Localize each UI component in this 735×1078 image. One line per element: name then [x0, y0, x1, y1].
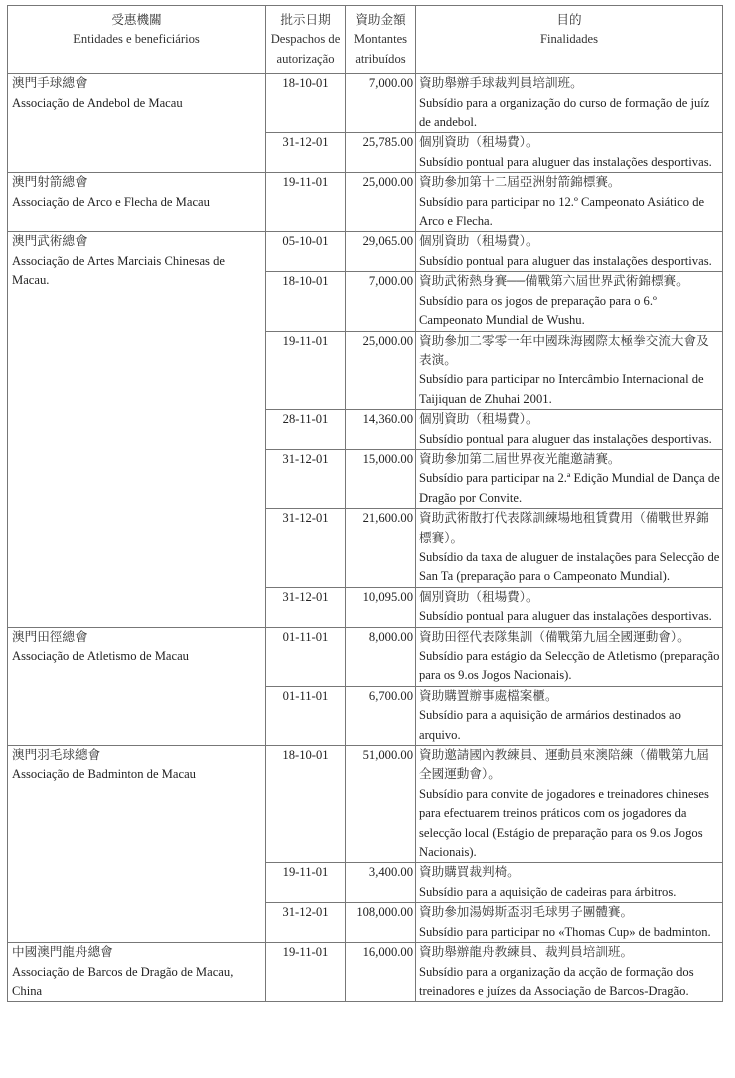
table-row	[8, 746, 723, 863]
authorization-date: 31-12-01	[266, 509, 346, 588]
table-row	[8, 173, 723, 232]
authorization-date: 31-12-01	[266, 449, 346, 508]
entity-cell	[8, 232, 266, 627]
purpose-zh: 個別資助（租場費）。	[419, 135, 539, 150]
amount: 16,000.00	[346, 943, 416, 1002]
purpose-cell	[416, 746, 723, 863]
entity-name-zh: 澳門武術總會	[12, 234, 88, 249]
purpose-pt: Subsídio para participar no «Thomas Cup» de badminton.	[419, 924, 711, 939]
amount: 7,000.00	[346, 272, 416, 331]
amount: 29,065.00	[346, 232, 416, 272]
authorization-date: 18-10-01	[266, 74, 346, 133]
entity-name-pt: Associação de Arco e Flecha de Macau	[12, 194, 210, 209]
purpose-cell	[416, 272, 723, 331]
purpose-zh: 資助參加第二屆世界夜光龍邀請賽。	[419, 451, 621, 466]
authorization-date: 05-10-01	[266, 232, 346, 272]
authorization-date: 31-12-01	[266, 587, 346, 627]
purpose-pt: Subsídio pontual para aluguer das instalações desportivas.	[419, 154, 712, 169]
entity-name-zh: 中國澳門龍舟總會	[12, 945, 113, 960]
header-purpose-zh: 目的	[556, 13, 582, 27]
purpose-zh: 資助邀請國內教練員、運動員來澳陪練（備戰第九屆全國運動會）。	[419, 748, 709, 782]
table-row	[8, 74, 723, 133]
authorization-date: 19-11-01	[266, 863, 346, 903]
purpose-cell	[416, 903, 723, 943]
entity-cell	[8, 943, 266, 1002]
entity-cell	[8, 627, 266, 745]
purpose-pt: Subsídio para estágio da Selecção de Atletismo (preparação para os 9.os Jogos Nacionais).	[419, 649, 720, 683]
table-row	[8, 943, 723, 1002]
header-entities	[8, 6, 266, 74]
header-purpose	[416, 6, 723, 74]
amount: 15,000.00	[346, 449, 416, 508]
purpose-zh: 資助購置辦事處檔案櫃。	[419, 688, 558, 703]
amount: 108,000.00	[346, 903, 416, 943]
purpose-zh: 資助參加第十二屆亞洲射箭錦標賽。	[419, 175, 621, 190]
amount: 21,600.00	[346, 509, 416, 588]
purpose-pt: Subsídio pontual para aluguer das instalações desportivas.	[419, 431, 712, 446]
purpose-zh: 資助武術熱身賽──備戰第六屆世界武術錦標賽。	[419, 274, 689, 289]
table-header-row	[8, 6, 723, 74]
purpose-zh: 個別資助（租場費）。	[419, 234, 539, 249]
purpose-zh: 資助武術散打代表隊訓練場地租賃費用（備戰世界錦標賽）。	[419, 511, 709, 545]
purpose-zh: 資助舉辦手球裁判員培訓班。	[419, 76, 583, 91]
purpose-pt: Subsídio para participar na 2.ª Edição Mundial de Dança de Dragão por Convite.	[419, 471, 720, 505]
purpose-pt: Subsídio para a organização do curso de formação de juíz de andebol.	[419, 95, 710, 130]
authorization-date: 31-12-01	[266, 903, 346, 943]
authorization-date: 19-11-01	[266, 173, 346, 232]
purpose-pt: Subsídio pontual para aluguer das instalações desportivas.	[419, 253, 712, 268]
purpose-zh: 資助參加二零零一年中國珠海國際太極拳交流大會及表演。	[419, 333, 709, 367]
purpose-pt: Subsídio da taxa de aluguer de instalações para Selecção de San Ta (preparação para o Campeonato Mundial).	[419, 549, 720, 584]
subsidies-table	[7, 5, 723, 1002]
header-date-zh: 批示日期	[280, 13, 331, 27]
amount: 25,000.00	[346, 331, 416, 410]
purpose-pt: Subsídio para a organização da acção de formação dos treinadores e juízes da Associação de Barcos-Dragão.	[419, 964, 694, 998]
purpose-pt: Subsídio para a aquisição de armários destinados ao arquivo.	[419, 708, 681, 742]
entity-name-pt: Associação de Badminton de Macau	[12, 767, 196, 782]
header-entities-pt: Entidades e beneficiários	[73, 32, 200, 47]
purpose-pt: Subsídio pontual para aluguer das instalações desportivas.	[419, 609, 712, 624]
authorization-date: 01-11-01	[266, 686, 346, 745]
purpose-pt: Subsídio para os jogos de preparação para o 6.º Campeonato Mundial de Wushu.	[419, 293, 657, 328]
entity-name-zh: 澳門手球總會	[12, 76, 88, 91]
amount: 3,400.00	[346, 863, 416, 903]
purpose-cell	[416, 587, 723, 627]
entity-name-zh: 澳門田徑總會	[12, 629, 88, 644]
header-entities-zh: 受惠機關	[111, 13, 162, 27]
purpose-pt: Subsídio para participar no 12.º Campeonato Asiático de Arco e Flecha.	[419, 194, 705, 229]
header-date-pt: Despachos de autorização	[270, 32, 341, 66]
amount: 10,095.00	[346, 587, 416, 627]
header-date	[266, 6, 346, 74]
entity-name-zh: 澳門射箭總會	[12, 175, 88, 190]
purpose-zh: 資助參加湯姆斯盃羽毛球男子團體賽。	[419, 905, 634, 920]
purpose-cell	[416, 232, 723, 272]
purpose-pt: Subsídio para participar no Intercâmbio Internacional de Taijiquan de Zhuhai 2001.	[419, 372, 704, 406]
entity-cell	[8, 173, 266, 232]
amount: 8,000.00	[346, 627, 416, 686]
entity-name-pt: Associação de Barcos de Dragão de Macau, China	[12, 964, 234, 998]
amount: 7,000.00	[346, 74, 416, 133]
entity-name-pt: Associação de Artes Marciais Chinesas de Macau.	[12, 253, 225, 288]
purpose-zh: 個別資助（租場費）。	[419, 589, 539, 604]
purpose-cell	[416, 627, 723, 686]
table-body	[8, 74, 723, 1002]
authorization-date: 01-11-01	[266, 627, 346, 686]
table-row	[8, 627, 723, 686]
purpose-cell	[416, 449, 723, 508]
authorization-date: 18-10-01	[266, 272, 346, 331]
purpose-zh: 資助舉辦龍舟教練員、裁判員培訓班。	[419, 945, 634, 960]
header-purpose-pt: Finalidades	[539, 32, 599, 47]
purpose-zh: 資助田徑代表隊集訓（備戰第九屆全國運動會）。	[419, 629, 690, 644]
purpose-zh: 資助購買裁判椅。	[419, 865, 520, 880]
entity-name-zh: 澳門羽毛球總會	[12, 748, 101, 763]
table-row	[8, 232, 723, 272]
purpose-cell	[416, 509, 723, 588]
purpose-cell	[416, 74, 723, 133]
purpose-pt: Subsídio para convite de jogadores e treinadores chineses para efectuarem treinos práticos com os jogadores da selecção local (Estágio de preparação para os 9.os Jogos Nacionais).	[419, 786, 709, 860]
purpose-zh: 個別資助（租場費）。	[419, 412, 539, 427]
header-amount-pt: Montantes atribuídos	[353, 32, 408, 66]
purpose-cell	[416, 943, 723, 1002]
purpose-cell	[416, 331, 723, 410]
entity-cell	[8, 74, 266, 173]
authorization-date: 18-10-01	[266, 746, 346, 863]
amount: 51,000.00	[346, 746, 416, 863]
amount: 25,000.00	[346, 173, 416, 232]
authorization-date: 31-12-01	[266, 133, 346, 173]
purpose-cell	[416, 686, 723, 745]
header-amount	[346, 6, 416, 74]
amount: 6,700.00	[346, 686, 416, 745]
purpose-cell	[416, 410, 723, 450]
purpose-cell	[416, 133, 723, 173]
entity-name-pt: Associação de Atletismo de Macau	[12, 649, 189, 663]
entity-cell	[8, 746, 266, 943]
entity-name-pt: Associação de Andebol de Macau	[12, 95, 183, 110]
purpose-cell	[416, 863, 723, 903]
purpose-cell	[416, 173, 723, 232]
authorization-date: 28-11-01	[266, 410, 346, 450]
amount: 14,360.00	[346, 410, 416, 450]
authorization-date: 19-11-01	[266, 331, 346, 410]
amount: 25,785.00	[346, 133, 416, 173]
authorization-date: 19-11-01	[266, 943, 346, 1002]
purpose-pt: Subsídio para a aquisição de cadeiras para árbitros.	[419, 884, 677, 899]
header-amount-zh: 資助金額	[355, 13, 406, 27]
